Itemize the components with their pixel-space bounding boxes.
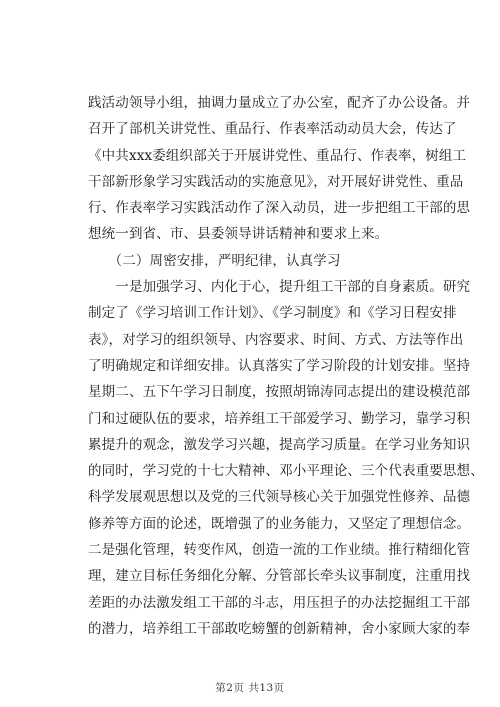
body-line: 的同时，学习党的十七大精神、邓小平理论、三个代表重要思想、 <box>88 463 484 480</box>
body-line: 二是强化管理，转变作风，创造一流的工作业绩。推行精细化管 <box>88 542 471 559</box>
body-line: 门和过硬队伍的要求，培养组工干部爱学习、勤学习，靠学习积 <box>88 410 471 427</box>
body-line: 一是加强学习、内化于心，提升组工干部的自身素质。研究 <box>88 279 471 296</box>
body-line: 《中共xxx委组织部关于开展讲党性、重品行、作表率，树组工 <box>88 147 467 164</box>
body-line: 修养等方面的论述，既增强了的业务能力，又坚定了理想信念。 <box>88 515 471 532</box>
body-line: 累提升的观念，激发学习兴趣，提高学习质量。在学习业务知识 <box>88 436 471 453</box>
body-line: 想统一到省、市、县委领导讲话精神和要求上来。 <box>88 226 389 243</box>
body-line: 星期二、五下午学习日制度，按照胡锦涛同志提出的建设模范部 <box>88 384 471 401</box>
section-heading: （二）周密安排，严明纪律，认真学习 <box>88 252 341 269</box>
body-line: 的潜力，培养组工干部敢吃螃蟹的创新精神，舍小家顾大家的奉 <box>88 620 471 637</box>
body-line: 差距的办法激发组工干部的斗志，用压担子的办法挖掘组工干部 <box>88 594 471 611</box>
body-line: 行、作表率学习实践活动作了深入动员，进一步把组工干部的思 <box>88 200 471 217</box>
body-line: 了明确规定和详细安排。认真落实了学习阶段的计划安排。坚持 <box>88 357 471 374</box>
body-line: 制定了《学习培训工作计划》、《学习制度》和《学习日程安排 <box>88 305 457 322</box>
body-line: 践活动领导小组，抽调力量成立了办公室，配齐了办公设备。并 <box>88 95 471 111</box>
body-line: 科学发展观思想以及党的三代领导核心关于加强党性修养、品德 <box>88 489 471 506</box>
body-line: 召开了部机关讲党性、重品行、作表率活动动员大会，传达了 <box>88 121 457 138</box>
document-body <box>88 90 484 642</box>
body-line: 干部新形象学习实践活动的实施意见》，对开展好讲党性、重品 <box>88 173 464 190</box>
page-number-footer: 第2页 共13页 <box>215 682 285 694</box>
body-line: 表》，对学习的组织领导、内容要求、时间、方式、方法等作出 <box>88 331 464 348</box>
body-line: 理，建立目标任务细化分解、分管部长牵头议事制度，注重用找 <box>88 568 471 585</box>
